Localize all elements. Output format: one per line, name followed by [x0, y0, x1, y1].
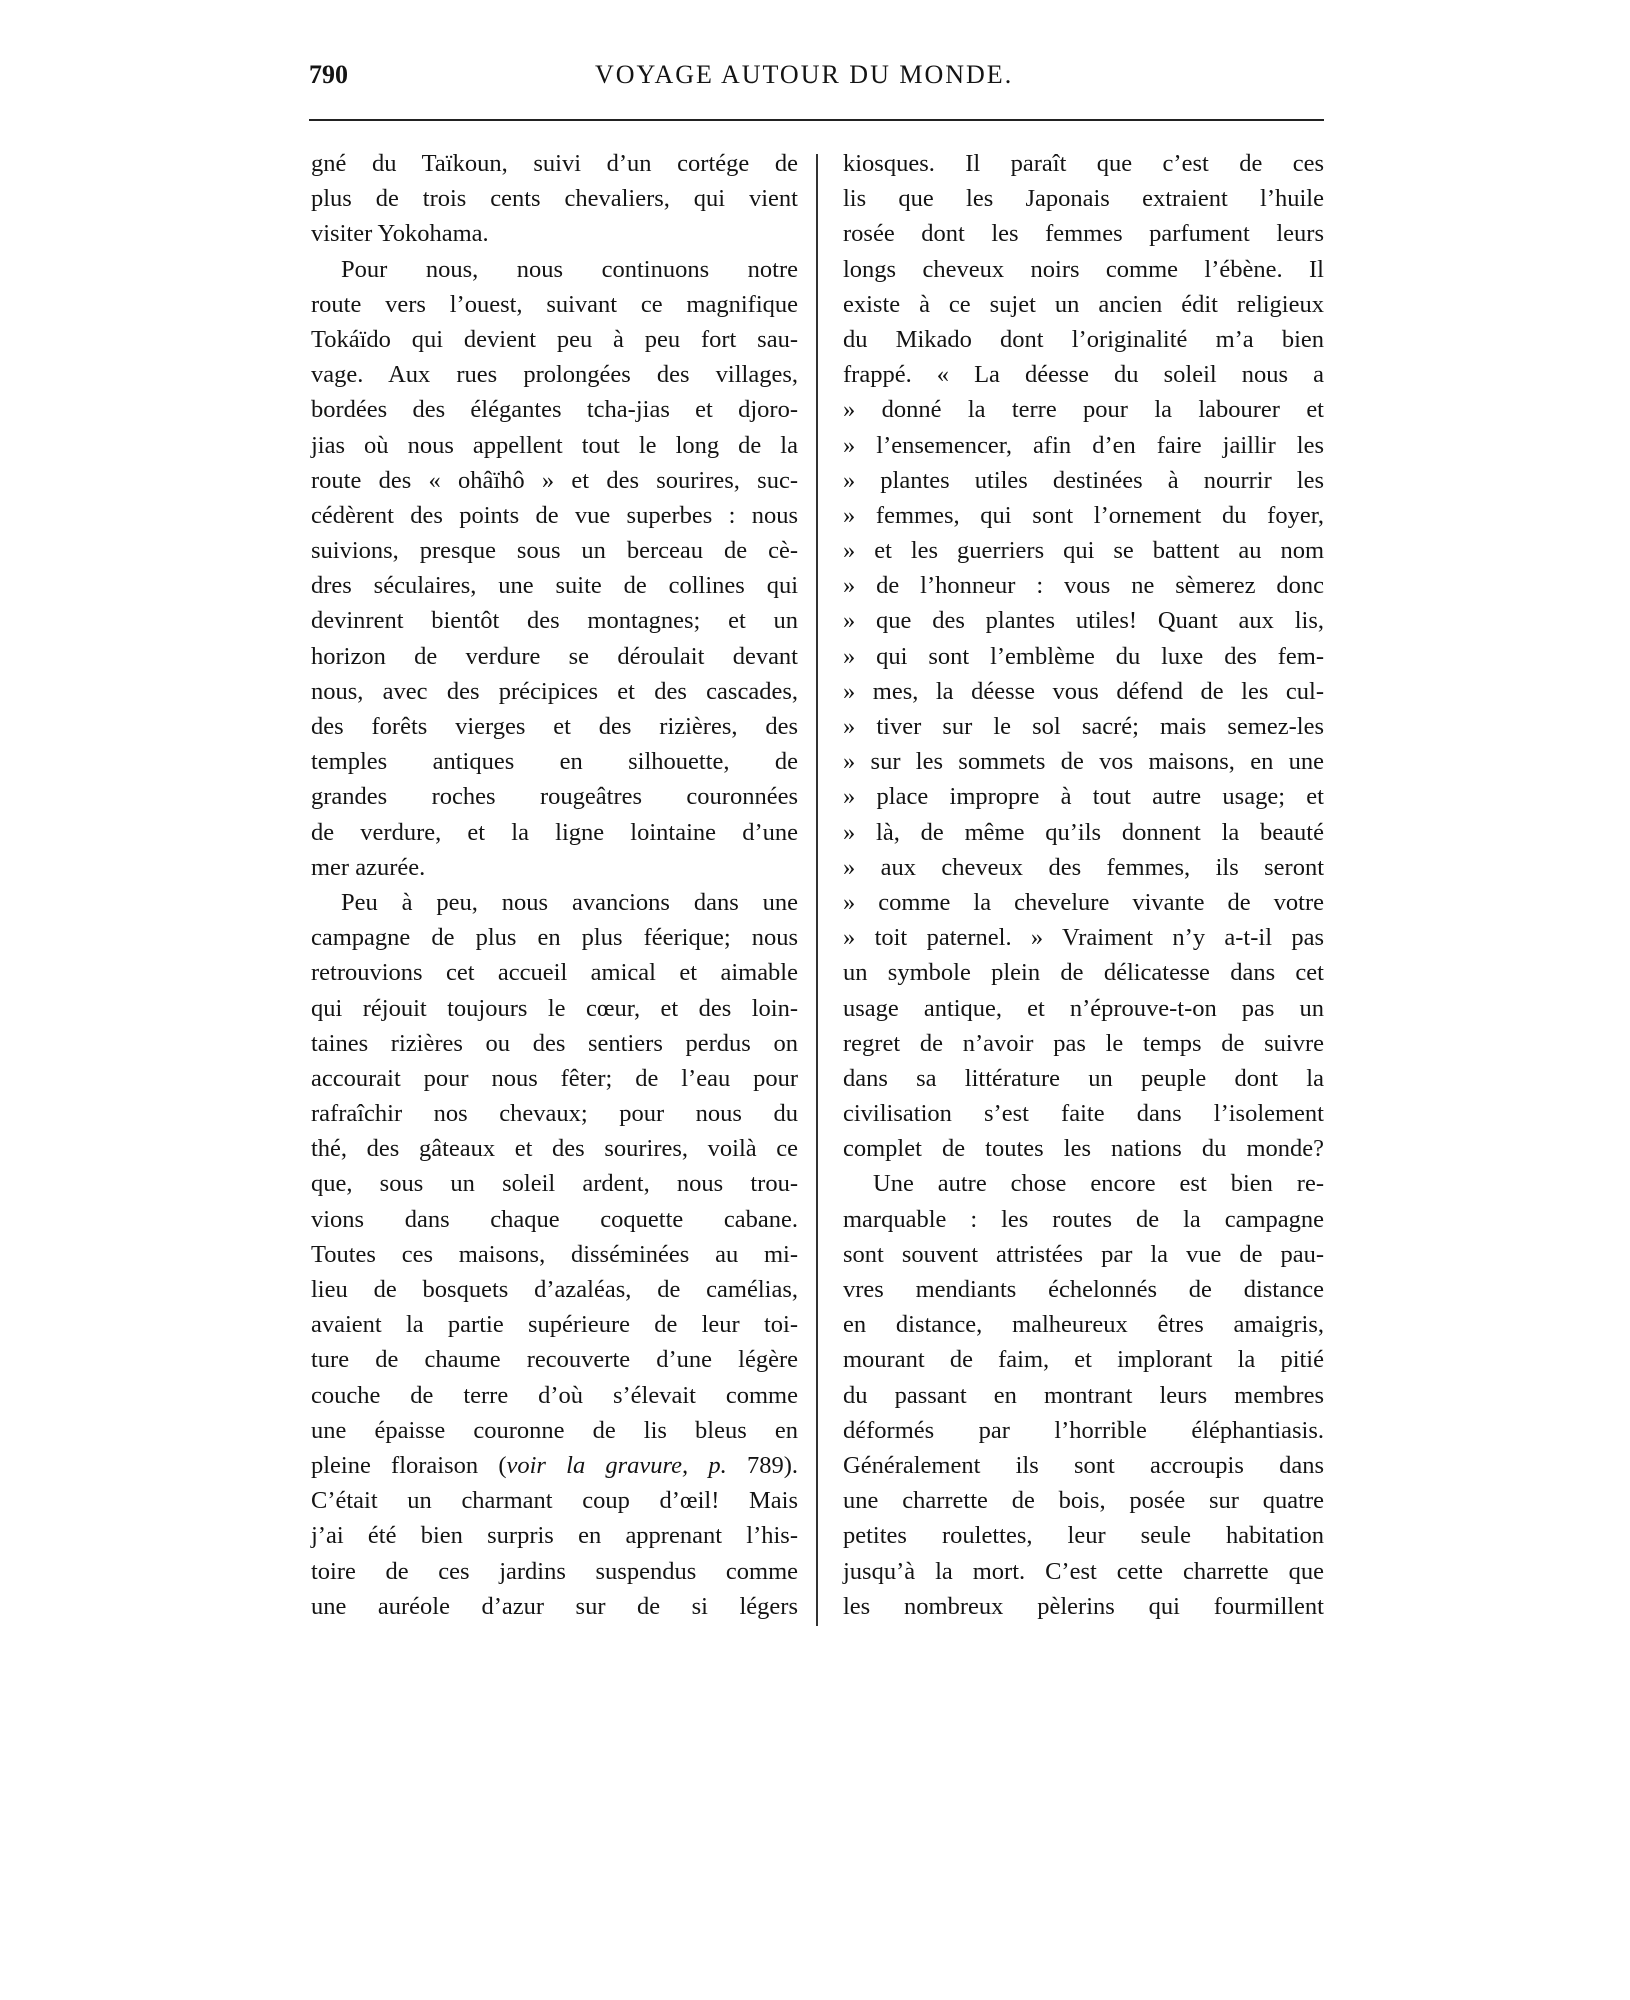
text-line: mer azurée. [311, 853, 426, 881]
text-line: des forêts vierges et des rizières, des [311, 713, 798, 740]
text-line: petites roulettes, leur seule habitation [843, 1522, 1324, 1550]
right-column [843, 146, 1324, 1624]
text-line: grandes roches rougeâtres couronnées [311, 783, 798, 811]
text-line: Toutes ces maisons, disséminées au mi- [311, 1240, 798, 1268]
text-line: usage antique, et n’éprouve-t-on pas un [843, 994, 1324, 1022]
text-line: temples antiques en silhouette, de [311, 748, 798, 776]
text-line: civilisation s’est faite dans l’isolement [843, 1100, 1324, 1128]
text-line: » là, de même qu’ils donnent la beauté [843, 818, 1324, 846]
text-line: de verdure, et la ligne lointaine d’une [311, 818, 798, 846]
text-line: accourait pour nous fêter; de l’eau pour [311, 1064, 798, 1092]
text-line: rosée dont les femmes parfument leurs [843, 220, 1324, 248]
text-line: » comme la chevelure vivante de votre [843, 888, 1324, 916]
text-line: toire de ces jardins suspendus comme [311, 1557, 798, 1585]
text-line: retrouvions cet accueil amical et aimable [311, 959, 798, 987]
text-line: regret de n’avoir pas le temps de suivre [843, 1029, 1324, 1057]
text-line [311, 1448, 798, 1483]
text-line: marquable : les routes de la campagne [843, 1205, 1324, 1233]
text-line: nous, avec des précipices et des cascades, [311, 677, 798, 705]
text-line: lieu de bosquets d’azaléas, de camélias, [311, 1276, 798, 1303]
text-line: » de l’honneur : vous ne sèmerez donc [843, 572, 1324, 600]
text-line: suivions, presque sous un berceau de cè- [311, 537, 798, 565]
text-line: visiter Yokohama. [311, 220, 489, 248]
text-line: vres mendiants échelonnés de distance [843, 1276, 1324, 1303]
left-column [311, 146, 798, 1624]
text-line: » qui sont l’emblème du luxe des fem- [843, 642, 1324, 670]
text-line: dans sa littérature un peuple dont la [843, 1064, 1324, 1092]
text-line: » toit paternel. » Vraiment n’y a-t-il pas [843, 924, 1324, 952]
text-line: j’ai été bien surpris en apprenant l’his- [311, 1522, 798, 1550]
text-line: » et les guerriers qui se battent au nom [843, 537, 1324, 565]
text-line: dres séculaires, une suite de collines qui [311, 572, 798, 600]
text-line: les nombreux pèlerins qui fourmillent [843, 1592, 1324, 1620]
text-segment: pleine floraison ( [311, 1451, 507, 1479]
text-line: » aux cheveux des femmes, ils seront [843, 853, 1324, 881]
text-line: avaient la partie supérieure de leur toi- [311, 1311, 798, 1339]
text-line: » sur les sommets de vos maisons, en une [843, 748, 1324, 776]
text-line: Tokáïdo qui devient peu à peu fort sau- [311, 325, 798, 353]
text-line: sont souvent attristées par la vue de pau- [843, 1240, 1324, 1268]
text-segment: 789). [726, 1451, 798, 1479]
text-line: » donné la terre pour la labourer et [843, 396, 1324, 424]
text-line: existe à ce sujet un ancien édit religieux [843, 290, 1324, 318]
text-line: jias où nous appellent tout le long de la [311, 431, 798, 459]
text-line: kiosques. Il paraît que c’est de ces [843, 150, 1324, 177]
running-title: VOYAGE AUTOUR DU MONDE. [595, 60, 1014, 89]
text-line: jusqu’à la mort. C’est cette charrette que [843, 1557, 1324, 1585]
text-line: » l’ensemencer, afin d’en faire jaillir les [843, 431, 1324, 459]
text-line: » que des plantes utiles! Quant aux lis, [843, 607, 1324, 635]
text-line: rafraîchir nos chevaux; pour nous du [311, 1100, 798, 1128]
text-line: Généralement ils sont accroupis dans [843, 1451, 1324, 1479]
text-line: Pour nous, nous continuons notre [341, 255, 798, 283]
text-line: déformés par l’horrible éléphantiasis. [843, 1416, 1324, 1444]
text-line: » tiver sur le sol sacré; mais semez-les [843, 713, 1324, 740]
text-line: gné du Taïkoun, suivi d’un cortége de [311, 150, 798, 177]
text-line: une auréole d’azur sur de si légers [311, 1592, 798, 1620]
text-line: vions dans chaque coquette cabane. [311, 1205, 798, 1233]
text-line: taines rizières ou des sentiers perdus on [311, 1029, 798, 1057]
text-line: route des « ohâïhô » et des sourires, suc- [311, 466, 798, 494]
text-line: » plantes utiles destinées à nourrir les [843, 466, 1324, 494]
text-line: couche de terre d’où s’élevait comme [311, 1381, 798, 1409]
text-line: mourant de faim, et implorant la pitié [843, 1346, 1324, 1374]
text-line: en distance, malheureux êtres amaigris, [843, 1311, 1324, 1339]
text-line: route vers l’ouest, suivant ce magnifique [311, 290, 798, 318]
text-line: longs cheveux noirs comme l’ébène. Il [843, 255, 1324, 283]
text-line: bordées des élégantes tcha-jias et djoro- [311, 396, 798, 424]
text-line: campagne de plus en plus féerique; nous [311, 924, 798, 952]
text-line: complet de toutes les nations du monde? [843, 1135, 1324, 1163]
header-rule [309, 119, 1324, 121]
italic-reference: voir la gravure, p. [506, 1451, 727, 1479]
text-line: devinrent bientôt des montagnes; et un [311, 607, 798, 635]
text-line: Peu à peu, nous avancions dans une [341, 888, 798, 916]
text-line: » place impropre à tout autre usage; et [843, 783, 1324, 811]
text-line: C’était un charmant coup d’œil! Mais [311, 1487, 798, 1515]
page-number: 790 [309, 60, 348, 89]
text-line: » femmes, qui sont l’ornement du foyer, [843, 501, 1324, 529]
text-line: du passant en montrant leurs membres [843, 1381, 1324, 1409]
text-line: plus de trois cents chevaliers, qui vient [311, 185, 798, 213]
text-line: thé, des gâteaux et des sourires, voilà ce [311, 1135, 798, 1163]
text-line: frappé. « La déesse du soleil nous a [843, 361, 1324, 389]
text-line: horizon de verdure se déroulait devant [311, 642, 798, 670]
column-divider [816, 154, 818, 1626]
text-line: Une autre chose encore est bien re- [873, 1170, 1324, 1198]
text-line: un symbole plein de délicatesse dans cet [843, 959, 1324, 987]
text-line: lis que les Japonais extraient l’huile [843, 185, 1324, 213]
text-line: ture de chaume recouverte d’une légère [311, 1346, 798, 1374]
text-line: que, sous un soleil ardent, nous trou- [311, 1170, 798, 1198]
text-line: une charrette de bois, posée sur quatre [843, 1487, 1324, 1515]
text-line: vage. Aux rues prolongées des villages, [311, 361, 798, 389]
text-line: qui réjouit toujours le cœur, et des loin- [311, 994, 798, 1022]
text-line: » mes, la déesse vous défend de les cul- [843, 677, 1324, 705]
text-line: une épaisse couronne de lis bleus en [311, 1416, 798, 1444]
text-line: cédèrent des points de vue superbes : nous [311, 501, 798, 529]
text-line: du Mikado dont l’originalité m’a bien [843, 325, 1324, 353]
